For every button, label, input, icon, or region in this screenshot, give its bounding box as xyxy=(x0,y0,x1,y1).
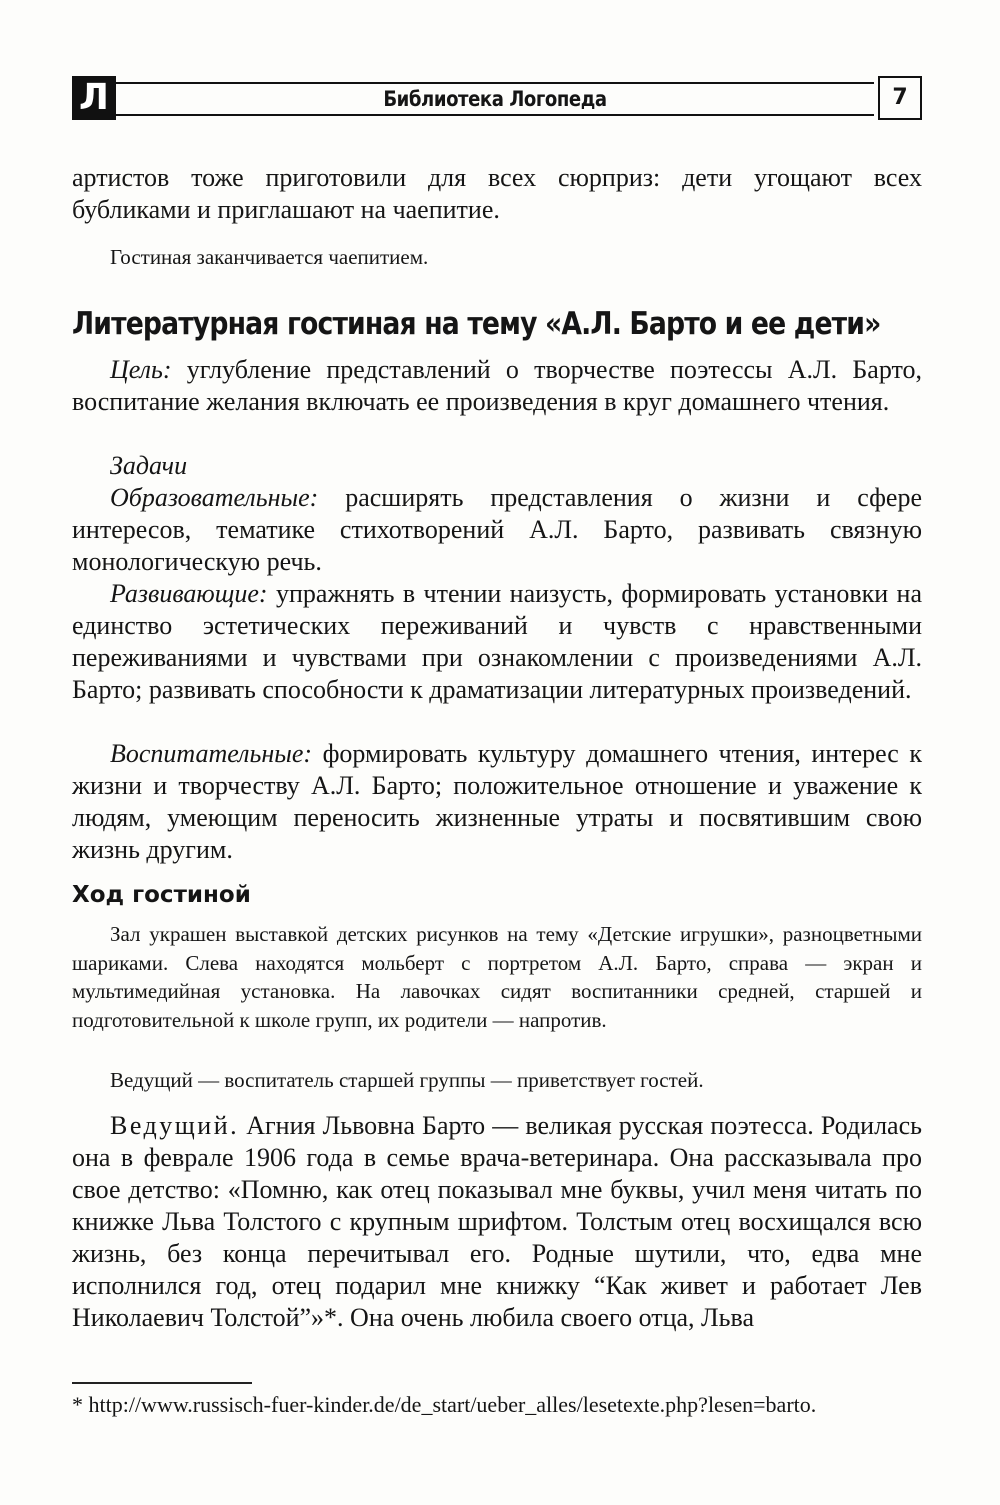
tasks-label: Задачи xyxy=(110,451,188,480)
goal-label: Цель: xyxy=(110,355,172,384)
goal-text: углубление представлений о творчестве поэтессы А.Л. Барто, воспитание желания включать ее произведения в круг домашнего чтения. xyxy=(72,355,922,416)
section-heading: Литературная гостиная на тему «А.Л. Барто и ее дети» xyxy=(72,306,881,342)
continuation-paragraph: артистов тоже приготовили для всех сюрприз: дети угощают всех бубликами и приглашают на чаепитие. xyxy=(72,163,922,224)
footnote: * http://www.russisch-fuer-kinder.de/de_start/ueber_alles/lesetexte.php?lesen=barto. xyxy=(72,1392,817,1417)
closing-note: Гостиная заканчивается чаепитием. xyxy=(110,245,429,269)
speech-paragraph xyxy=(72,1110,922,1334)
developing-paragraph xyxy=(72,578,922,706)
developing-label: Развивающие: xyxy=(110,579,268,608)
header-rule-top xyxy=(116,82,874,84)
setting-paragraph: Зал украшен выставкой детских рисунков на тему «Детские игрушки», разноцветными шариками. Слева находятся мольберт с портретом А.Л. Барто, справа — экран и мультимедийная установка. На лавочках сидят воспитанники средней, старшей и подготовительной к школе групп, их родители — напротив. xyxy=(72,922,922,1032)
educational-paragraph xyxy=(72,482,922,578)
host-note: Ведущий — воспитатель старшей группы — приветствует гостей. xyxy=(110,1068,704,1092)
upbringing-label: Воспитательные: xyxy=(110,739,313,768)
library-logo: Л xyxy=(72,76,116,120)
speaker-label: Ведущий. xyxy=(110,1111,240,1140)
speech-text: Агния Львовна Барто — великая русская поэтесса. Родилась она в феврале 1906 года в семье врача-ветеринара. Она рассказывала про свое детство: «Помню, как отец показывал мне буквы, учил меня читать по книжке Льва Толстого с крупным шрифтом. Толстым отец восхищался всю жизнь, без конца перечитывал его. Родные шутили, что, едва мне исполнился год, отец подарил мне книжку “Как живет и работает Лев Николаевич Толстой”»*. Она очень любила своего отца, Льва xyxy=(72,1111,922,1332)
goal-paragraph xyxy=(72,354,922,418)
footnote-rule xyxy=(72,1382,252,1384)
educational-text: расширять представления о жизни и сфере интересов, тематике стихотворений А.Л. Барто, развивать связную монологическую речь. xyxy=(72,483,922,576)
educational-label: Образовательные: xyxy=(110,483,319,512)
upbringing-text: формировать культуру домашнего чтения, интерес к жизни и творчеству А.Л. Барто; положительное отношение и уважение к людям, умеющим переносить жизненные утраты и посвятившим свою жизнь другим. xyxy=(72,739,922,864)
developing-text: упражнять в чтении наизусть, формировать установки на единство эстетических переживаний и чувств с нравственными переживаниями и чувствами при ознакомлении с произведениями А.Л. Барто; развивать способности к драматизации литературных произведений. xyxy=(72,579,922,704)
tasks-heading xyxy=(72,450,922,482)
header-title: Библиотека Логопеда xyxy=(383,87,607,111)
page-number: 7 xyxy=(878,76,922,120)
header-rule-bottom xyxy=(116,114,874,116)
running-header xyxy=(72,76,922,124)
course-heading: Ход гостиной xyxy=(72,882,251,908)
upbringing-paragraph xyxy=(72,738,922,866)
